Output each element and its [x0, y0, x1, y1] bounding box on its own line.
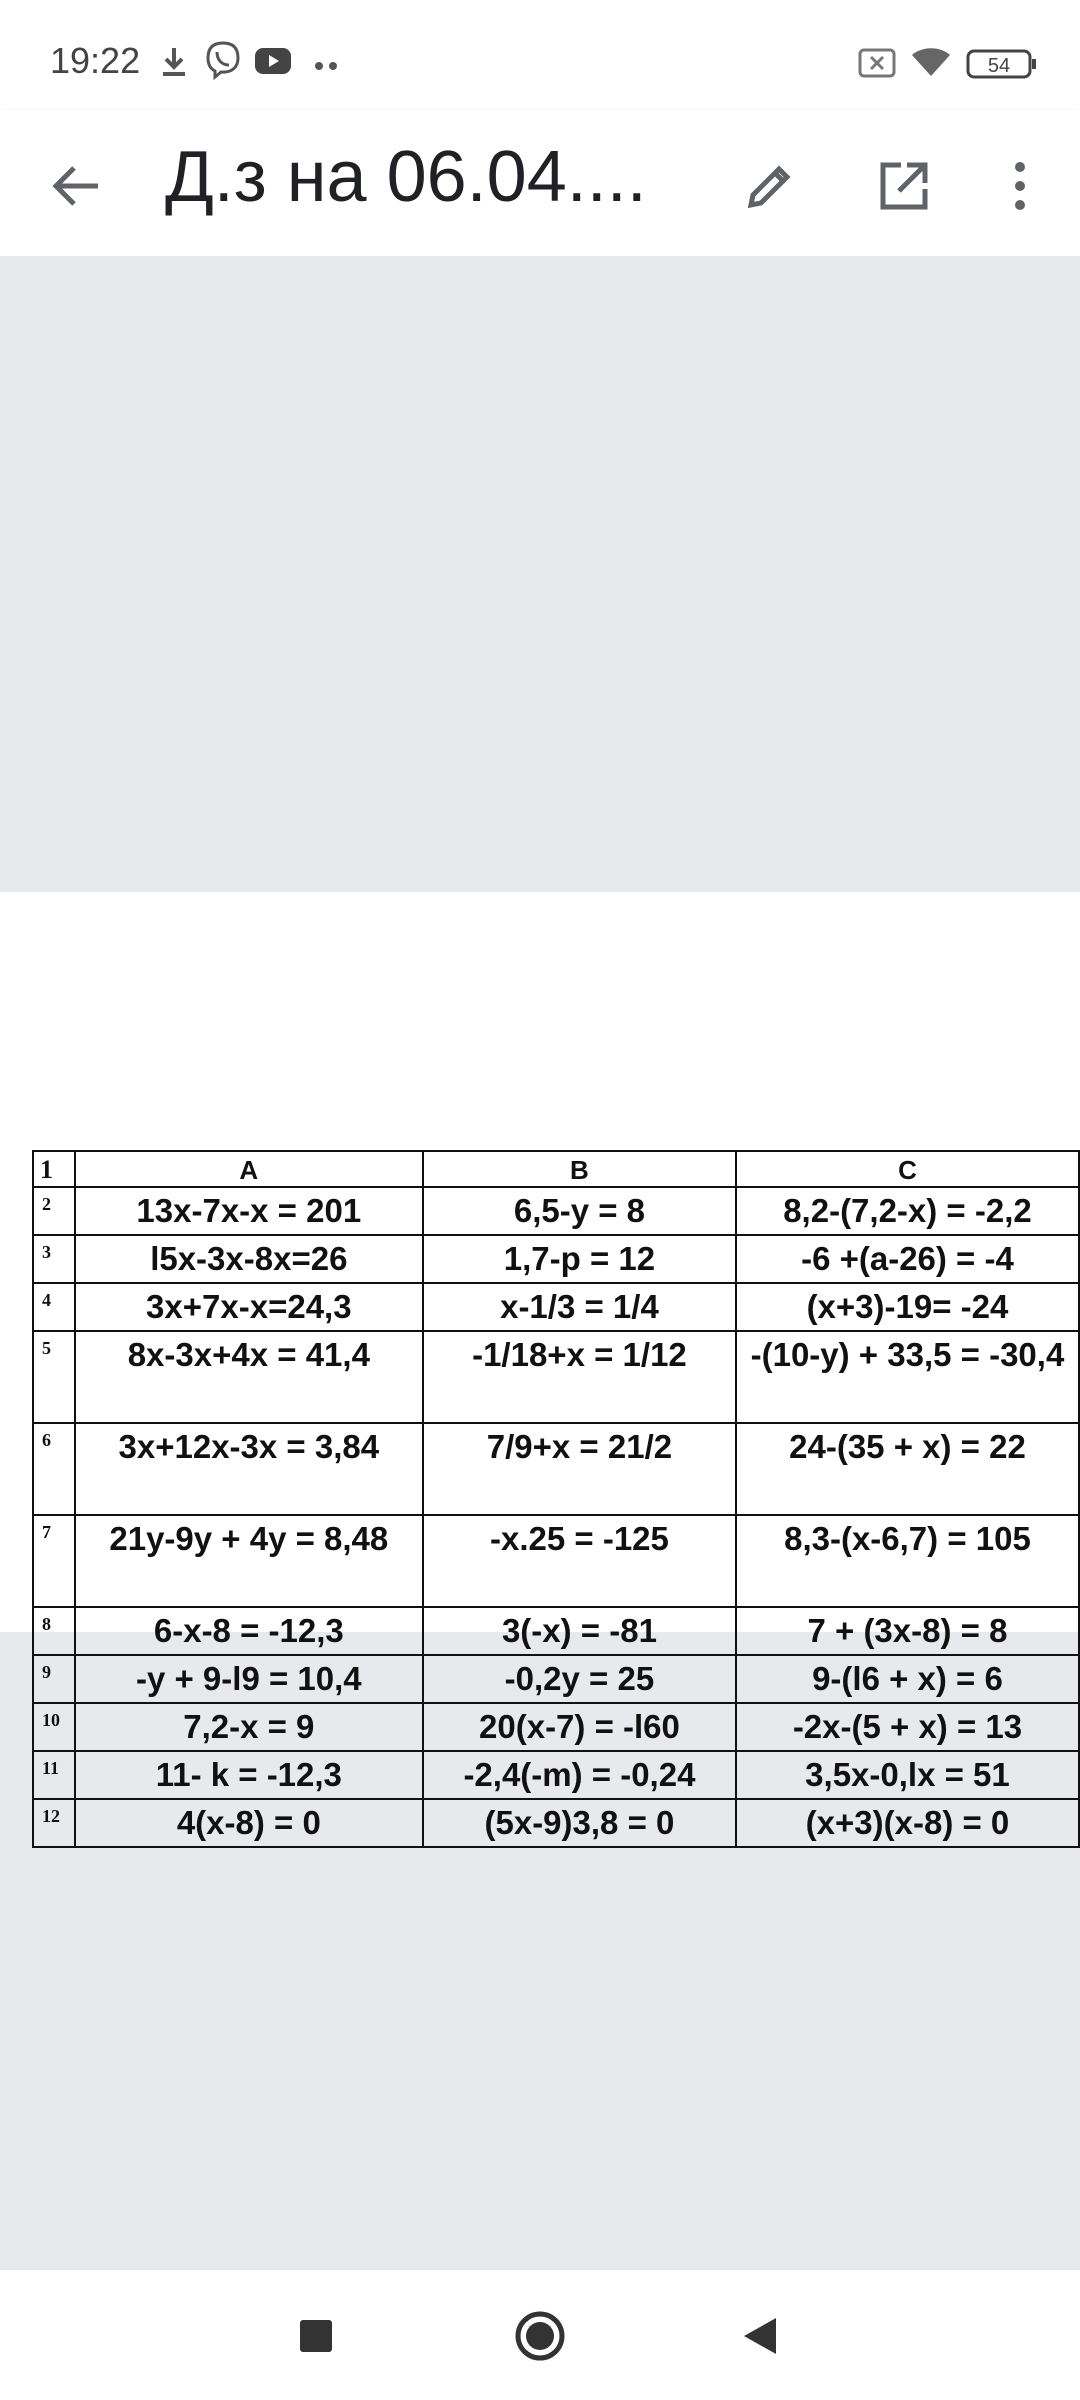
table-row: [33, 1187, 1079, 1235]
status-bar: [0, 0, 1080, 128]
cell-column-a: l5x-3x-8x=26: [75, 1235, 423, 1283]
cell-column-b: x-1/3 = 1/4: [423, 1283, 736, 1331]
home-circle-icon: [514, 2310, 566, 2367]
cell-column-b: (5x-9)3,8 = 0: [423, 1799, 736, 1847]
navigation-bar: [0, 2270, 1080, 2400]
cell-column-b: 6,5-y = 8: [423, 1187, 736, 1235]
cell-column-a: 3x+12x-3x = 3,84: [75, 1423, 423, 1515]
cell-column-b: -2,4(-m) = -0,24: [423, 1751, 736, 1799]
download-icon: [158, 44, 190, 85]
cell-column-a: 6-x-8 = -12,3: [75, 1607, 423, 1655]
viber-icon: [204, 40, 242, 85]
table-row: [33, 1423, 1079, 1515]
equations-table: [32, 1150, 1080, 1848]
home-button[interactable]: [500, 2298, 580, 2378]
column-header-a: A: [75, 1151, 423, 1187]
cell-column-c: (x+3)(x-8) = 0: [736, 1799, 1079, 1847]
row-number: 10: [33, 1703, 75, 1751]
cell-column-a: 13x-7x-x = 201: [75, 1187, 423, 1235]
open-external-button[interactable]: [864, 148, 944, 228]
cell-column-b: 20(x-7) = -l60: [423, 1703, 736, 1751]
table-row: [33, 1235, 1079, 1283]
cell-column-b: 7/9+x = 21/2: [423, 1423, 736, 1515]
document-title: Д.з на 06.04....: [165, 137, 647, 217]
no-sim-icon: [858, 48, 896, 83]
cell-column-a: 7,2-x = 9: [75, 1703, 423, 1751]
recents-square-icon: [299, 2319, 333, 2358]
wifi-icon: [910, 46, 952, 83]
more-dots-icon: [314, 58, 340, 76]
table-row: [33, 1655, 1079, 1703]
cell-column-c: -6 +(a-26) = -4: [736, 1235, 1079, 1283]
table-row: [33, 1331, 1079, 1423]
back-triangle-icon: [742, 2316, 778, 2361]
cell-column-c: 24-(35 + x) = 22: [736, 1423, 1079, 1515]
back-arrow-icon: [50, 163, 102, 214]
table-row: [33, 1515, 1079, 1607]
document-image: [0, 892, 1080, 1841]
recents-button[interactable]: [276, 2298, 356, 2378]
table-row: [33, 1751, 1079, 1799]
row-number: 3: [33, 1235, 75, 1283]
cell-column-b: 3(-x) = -81: [423, 1607, 736, 1655]
column-header-c: C: [736, 1151, 1079, 1187]
row-number: 9: [33, 1655, 75, 1703]
row-number: 6: [33, 1423, 75, 1515]
cell-column-c: 8,2-(7,2-x) = -2,2: [736, 1187, 1079, 1235]
cell-column-c: 7 + (3x-8) = 8: [736, 1607, 1079, 1655]
cell-column-c: 3,5x-0,lx = 51: [736, 1751, 1079, 1799]
cell-column-c: (x+3)-19= -24: [736, 1283, 1079, 1331]
row-number: 8: [33, 1607, 75, 1655]
cell-column-c: 9-(l6 + x) = 6: [736, 1655, 1079, 1703]
table-row: [33, 1799, 1079, 1847]
cell-column-c: -2x-(5 + x) = 13: [736, 1703, 1079, 1751]
row-number: 4: [33, 1283, 75, 1331]
edit-pencil-icon: [743, 159, 797, 218]
cell-column-a: 3x+7x-x=24,3: [75, 1283, 423, 1331]
row-number: 12: [33, 1799, 75, 1847]
cell-column-a: -y + 9-l9 = 10,4: [75, 1655, 423, 1703]
battery-icon: [966, 48, 1038, 85]
table-row: [33, 1283, 1079, 1331]
back-button[interactable]: [36, 148, 116, 228]
row-number: 5: [33, 1331, 75, 1423]
cell-column-c: 8,3-(x-6,7) = 105: [736, 1515, 1079, 1607]
row-number: 2: [33, 1187, 75, 1235]
cell-column-a: 4(x-8) = 0: [75, 1799, 423, 1847]
row-number: 1: [33, 1151, 75, 1187]
cell-column-b: -0,2y = 25: [423, 1655, 736, 1703]
more-options-button[interactable]: [980, 148, 1060, 228]
image-viewer[interactable]: [0, 256, 1080, 2270]
table-header-row: [33, 1151, 1079, 1187]
cell-column-b: -x.25 = -125: [423, 1515, 736, 1607]
row-number: 7: [33, 1515, 75, 1607]
battery-level: 54: [987, 55, 1011, 77]
row-number: 11: [33, 1751, 75, 1799]
cell-column-c: -(10-y) + 33,5 = -30,4: [736, 1331, 1079, 1423]
cell-column-a: 11- k = -12,3: [75, 1751, 423, 1799]
table-row: [33, 1703, 1079, 1751]
cell-column-b: 1,7-p = 12: [423, 1235, 736, 1283]
youtube-icon: [254, 46, 292, 81]
cell-column-a: 21y-9y + 4y = 8,48: [75, 1515, 423, 1607]
cell-column-b: -1/18+x = 1/12: [423, 1331, 736, 1423]
more-vert-icon: [1013, 161, 1027, 216]
open-external-icon: [877, 159, 931, 218]
edit-button[interactable]: [730, 148, 810, 228]
back-nav-button[interactable]: [720, 2298, 800, 2378]
table-row: [33, 1607, 1079, 1655]
status-time: 19:22: [50, 40, 141, 81]
app-bar: [0, 110, 1080, 256]
cell-column-a: 8x-3x+4x = 41,4: [75, 1331, 423, 1423]
column-header-b: B: [423, 1151, 736, 1187]
